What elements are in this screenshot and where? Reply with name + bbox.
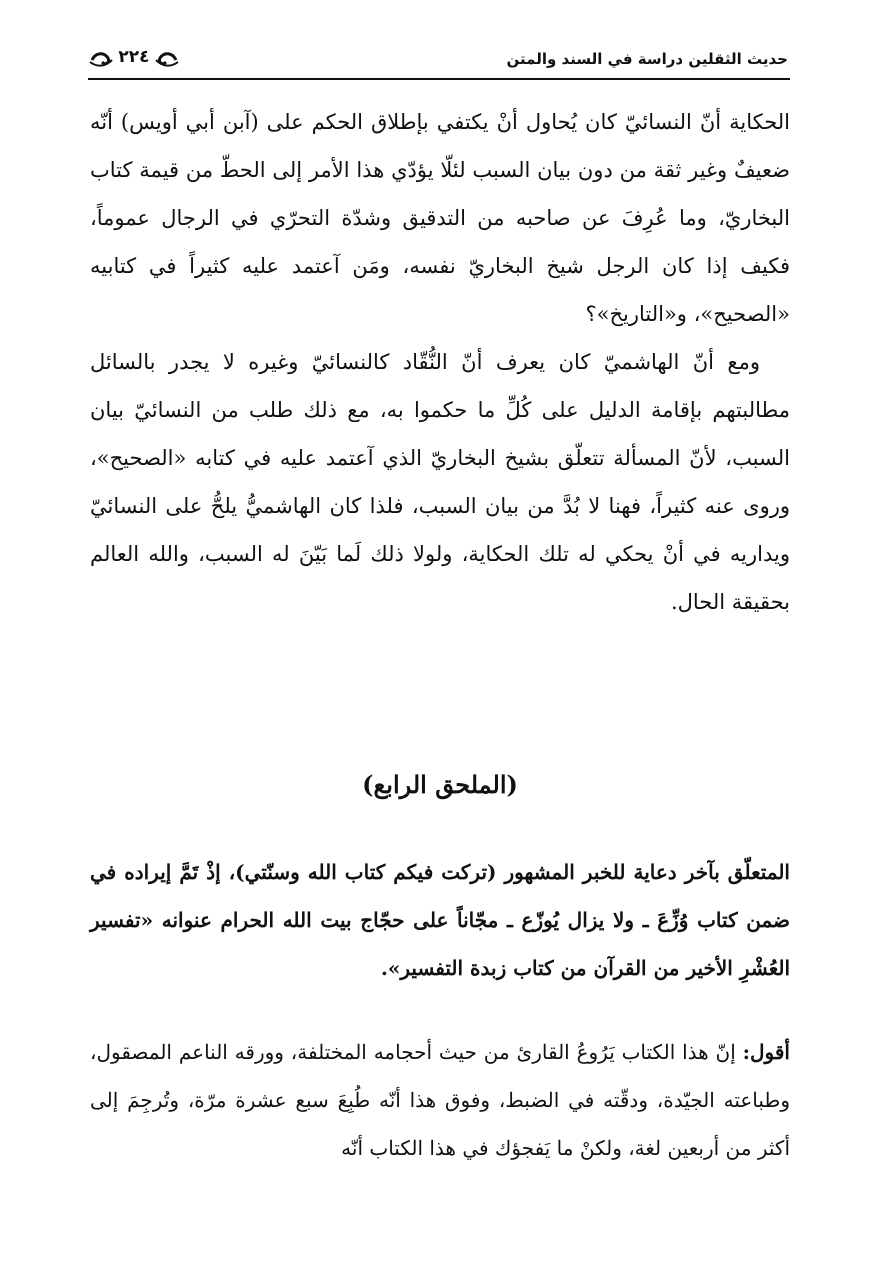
running-title: حديث الثقلين دراسة في السند والمتن (506, 50, 788, 68)
body-text-continued (90, 1028, 790, 1172)
header-rule (88, 78, 790, 80)
paragraph-2: ومع أنّ الهاشميّ كان يعرف أنّ النُّقّاد كالنسائيّ وغيره لا يجدر بالسائل مطالبتهم بإقامة الدليل على كُلِّ ما حكموا به، مع ذلك طلب من النسائيّ بيان السبب، لأنّ المسألة تتعلّق بشيخ البخاريّ الذي آعتمد عليه في كتابه «الصحيح»، وروى عنه كثيراً، فهنا لا بُدَّ من بيان السبب، فلذا كان الهاشميُّ يلحُّ على النسائيّ ويداريه في أنْ يحكي له تلك الحكاية، ولولا ذلك لَما بَيّنَ له السبب، والله العالم بحقيقة الحال. (90, 350, 790, 614)
section-intro: المتعلّق بآخر دعاية للخبر المشهور (تركت فيكم كتاب الله وسنّتي)، إذْ تَمَّ إيراده في ضمن كتاب وُزِّعَ ـ ولا يزال يُوزّع ـ مجّاناً على حجّاج بيت الله الحرام عنوانه «تفسير العُشْرِ الأخير من القرآن من كتاب زبدة التفسير». (90, 860, 790, 980)
body-text (90, 98, 790, 626)
paragraph-3-text: إنّ هذا الكتاب يَرُوعُ القارئ من حيث أحجامه المختلفة، وورقه الناعم المصقول، وطباعته الجيّدة، ودقّته في الضبط، وفوق هذا أنّه طُبِعَ سبع عشرة مرّة، وتُرجِمَ إلى أكثر من أربعين لغة، ولكنْ ما يَفجؤك في هذا الكتاب أنّه (90, 1040, 790, 1160)
section-heading: (الملحق الرابع) (362, 770, 518, 799)
paragraph-1: الحكاية أنّ النسائيّ كان يُحاول أنْ يكتفي بإطلاق الحكم على (آبن أبي أويس) أنّه ضعيفٌ وغير ثقة من دون بيان السبب لئلّا يؤدّي هذا الأمر إلى الحطّ من قيمة كتاب البخاريّ، وما عُرِفَ عن صاحبه من التدقيق وشدّة التحرّي في الرجال عموماً، فكيف إذا كان الرجل شيخ البخاريّ نفسه، ومَن آعتمد عليه كثيراً في كتابيه «الصحيح»، و«التاريخ»؟ (90, 110, 790, 326)
running-head (88, 40, 788, 74)
paragraph-3 (90, 1028, 790, 1172)
lead-word: أقول: (742, 1040, 790, 1064)
page-number-ornament (88, 44, 180, 72)
page-number: ٢٢٤ (118, 47, 150, 67)
